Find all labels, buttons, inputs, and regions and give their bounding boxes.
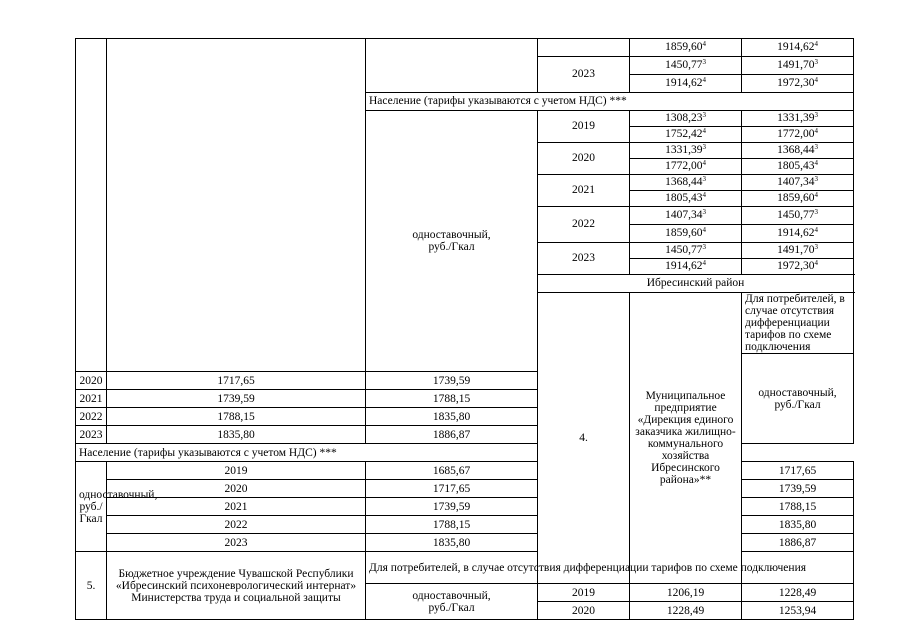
rate-type-cell: одноставочный, руб./Гкал — [76, 462, 107, 552]
tariff-value-cell: 1717,65 — [107, 372, 366, 390]
tariff-value-cell: 1331,39$^3$ — [630, 143, 742, 159]
tariff-value-cell: 1368,44$^3$ — [630, 175, 742, 191]
tariff-value-cell: 1914,62$^4$ — [742, 225, 854, 243]
tariff-value-cell: 1859,60$^4$ — [742, 191, 854, 207]
tariff-value-cell: 1308,23$^3$ — [630, 111, 742, 127]
tariff-value-cell: 1788,15 — [742, 498, 854, 516]
population-header: Население (тарифы указываются с учетом НДС) *** — [366, 93, 854, 111]
tariff-value-cell: 1972,30$^4$ — [742, 259, 854, 275]
org-number: 4. — [538, 293, 630, 584]
tariff-value-cell: 1228,49 — [630, 602, 742, 620]
tariff-value-cell: 1450,77$^3$ — [630, 243, 742, 259]
tariff-value-cell: 1914,62$^4$ — [630, 259, 742, 275]
year-cell: 2023 — [538, 243, 630, 275]
tariff-value-cell: 1450,77$^3$ — [742, 207, 854, 225]
rate-type-cell: одноставочный, руб./Гкал — [366, 111, 538, 372]
cont-rate-cell — [366, 39, 538, 93]
tariff-value-cell: 1788,15 — [366, 516, 538, 534]
year-cell: 2020 — [107, 480, 366, 498]
year-cell: 2023 — [538, 57, 630, 93]
tariff-value-cell: 1407,34$^3$ — [630, 207, 742, 225]
population-header: Население (тарифы указываются с учетом НДС) *** — [76, 444, 630, 462]
year-cell: 2021 — [538, 175, 630, 207]
year-cell: 2022 — [76, 408, 107, 426]
tariff-value-cell: 1788,15 — [107, 408, 366, 426]
consumers-header: Для потребителей, в случае отсутствия дифференциации тарифов по схеме подключения — [366, 552, 854, 584]
district-header: Ибресинский район — [538, 275, 854, 293]
tariff-value-cell: 1835,80 — [107, 426, 366, 444]
tariff-value-cell: 1491,70$^3$ — [742, 57, 854, 75]
tariff-value-cell: 1206,19 — [630, 584, 742, 602]
year-cell: 2020 — [76, 372, 107, 390]
tariff-value-cell: 1685,67 — [366, 462, 538, 480]
year-cell: 2022 — [538, 207, 630, 243]
tariff-value-cell: 1835,80 — [366, 534, 538, 552]
tariff-value-cell: 1450,77$^3$ — [630, 57, 742, 75]
tariff-table-body — [76, 39, 854, 620]
cont-num-cell — [76, 39, 107, 372]
tariff-value-cell: 1805,43$^4$ — [630, 191, 742, 207]
tariff-value-cell: 1835,80 — [742, 516, 854, 534]
tariff-value-cell: 1772,00$^4$ — [630, 159, 742, 175]
org-name: Бюджетное учреждение Чувашской Республики «Ибресинский психоневрологический интернат» Министерства труда и социальной защиты — [107, 552, 366, 620]
cont-year-cell — [538, 39, 630, 57]
tariff-value-cell: 1914,62$^4$ — [630, 75, 742, 93]
year-cell: 2020 — [538, 602, 630, 620]
year-cell: 2023 — [107, 534, 366, 552]
year-cell: 2019 — [538, 584, 630, 602]
tariff-value-cell: 1739,59 — [107, 390, 366, 408]
tariff-value-cell: 1739,59 — [742, 480, 854, 498]
tariff-value-cell: 1886,87 — [742, 534, 854, 552]
tariff-value-cell: 1886,87 — [366, 426, 538, 444]
cont-name-cell — [107, 39, 366, 372]
tariff-value-cell: 1368,44$^3$ — [742, 143, 854, 159]
year-cell: 2020 — [538, 143, 630, 175]
year-cell: 2019 — [538, 111, 630, 143]
tariff-value-cell: 1788,15 — [366, 390, 538, 408]
tariff-value-cell: 1835,80 — [366, 408, 538, 426]
tariff-value-cell: 1739,59 — [366, 498, 538, 516]
org-number: 5. — [76, 552, 107, 620]
tariff-value-cell: 1772,00$^4$ — [742, 127, 854, 143]
tariff-value-cell: 1331,39$^3$ — [742, 111, 854, 127]
year-cell: 2022 — [107, 516, 366, 534]
tariff-value-cell: 1972,30$^4$ — [742, 75, 854, 93]
tariff-value-cell: 1717,65 — [742, 462, 854, 480]
tariff-value-cell: 1253,94 — [742, 602, 854, 620]
tariff-value-cell: 1859,60$^4$ — [630, 39, 742, 57]
year-cell: 2021 — [107, 498, 366, 516]
year-cell: 2019 — [107, 462, 366, 480]
year-cell: 2021 — [76, 390, 107, 408]
rate-type-cell: одноставочный, руб./Гкал — [366, 584, 538, 620]
tariff-value-cell: 1491,70$^3$ — [742, 243, 854, 259]
tariff-value-cell: 1914,62$^4$ — [742, 39, 854, 57]
tariff-value-cell: 1805,43$^4$ — [742, 159, 854, 175]
tariff-table — [75, 38, 854, 620]
tariff-value-cell: 1752,42$^4$ — [630, 127, 742, 143]
tariff-value-cell: 1859,60$^4$ — [630, 225, 742, 243]
year-cell: 2023 — [76, 426, 107, 444]
tariff-value-cell: 1228,49 — [742, 584, 854, 602]
rate-type-cell: одноставочный, руб./Гкал — [742, 354, 854, 444]
org-name: Муниципальное предприятие «Дирекция единого заказчика жилищно-коммунального хозяйства Ибресинского района»** — [630, 293, 742, 584]
tariff-value-cell: 1407,34$^3$ — [742, 175, 854, 191]
consumers-header: Для потребителей, в случае отсутствия дифференциации тарифов по схеме подключения — [742, 293, 854, 354]
tariff-value-cell: 1717,65 — [366, 480, 538, 498]
tariff-value-cell: 1739,59 — [366, 372, 538, 390]
